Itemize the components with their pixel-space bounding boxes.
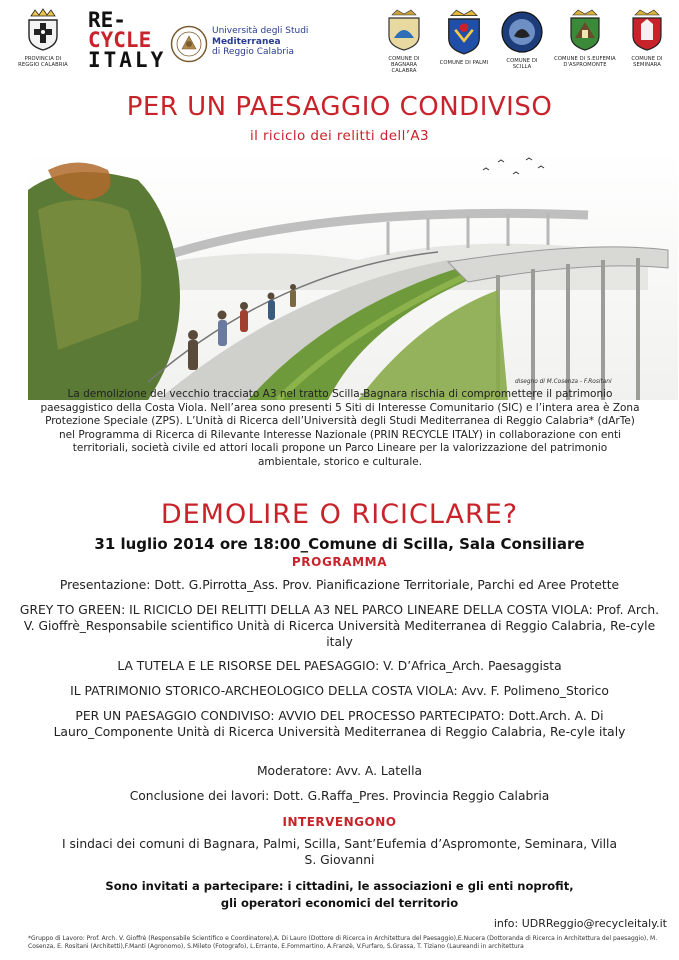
palmi-label: COMUNE DI PALMI [439, 60, 489, 66]
provincia-label: PROVINCIA DI REGGIO CALABRIA [18, 56, 68, 68]
seminara-crest-icon [627, 8, 667, 52]
program-item: Moderatore: Avv. A. Latella [256, 764, 423, 778]
bagnara-label: COMUNE DI BAGNARA CALABRA [388, 56, 420, 74]
page-subtitle: il riciclo dei relitti dell’A3 [249, 128, 430, 144]
scilla-label: COMUNE DI SCILLA [506, 58, 538, 70]
program-item: GREY TO GREEN: IL RICICLO DEI RELITTI DELLA A3 NEL PARCO LINEARE DELLA COSTA VIOLA: Prof. Arch. V. Gioffrè_Responsabile scientifico Unità di Ricerca Università Mediterranea di Reggio Calabria, Re-cyle italy [19, 603, 660, 649]
university-line3: di Reggio Calabria [212, 47, 294, 57]
scilla-crest-icon [500, 10, 544, 54]
program-item: Presentazione: Dott. G.Pirrotta_Ass. Prov. Pianificazione Territoriale, Parchi ed Aree Protette [59, 578, 620, 592]
headline: DEMOLIRE O RICICLARE? [160, 499, 519, 530]
invite-line2: gli operatori economici del territorio [220, 896, 459, 910]
university-line2: Mediterranea [212, 36, 281, 47]
program-item: IL PATRIMONIO STORICO-ARCHEOLOGICO DELLA COSTA VIOLA: Avv. F. Polimeno_Storico [70, 684, 609, 698]
program-item: PER UN PAESAGGIO CONDIVISO: AVVIO DEL PROCESSO PARTECIPATO: Dott.Arch. A. Di Lauro_Componente Unità di Ricerca Università Mediterranea di Reggio Calabria, Re-cyle italy [53, 709, 626, 739]
illustration-credit: disegno di M.Cosenza - F.Rositani [515, 379, 612, 385]
intervengono-heading: INTERVENGONO [282, 815, 397, 829]
info-email[interactable]: info: UDRReggio@recycleitaly.it [493, 917, 667, 930]
invite-line1: Sono invitati a partecipare: i cittadini, le associazioni e gli enti noprofit, [105, 879, 574, 893]
bagnara-crest-icon [384, 8, 424, 52]
comune-scilla [498, 10, 546, 70]
sant-eufemia-crest-icon [565, 8, 605, 52]
recycle-line2: CYCLE [88, 28, 152, 52]
comune-palmi [438, 8, 490, 66]
seminara-label: COMUNE DI SEMINARA [631, 56, 663, 68]
intro-paragraph: La demolizione del vecchio tracciato A3 nel tratto Scilla-Bagnara rischia di compromettere il patrimonio paesaggistico della Costa Viola. Nell’area sono presenti 5 Siti di Interesse Comunitario (SIC) e l’intera area è Zona Protezione Speciale (ZPS). L’Unità di Ricerca dell’Università degli Studi Mediterranea di Reggio Calabria* (dArTe) nel Programma di Ricerca di Rilevante Interesse Nazionale (PRIN RECYCLE ITALY) in collaborazione con enti territoriali, società civile ed attori locali propone un Parco Lineare per la valorizzazione del patrimonio ambientale, storico e culturale. [40, 388, 640, 468]
invite-text [0, 878, 679, 912]
comune-bagnara [380, 8, 428, 74]
sant-eufemia-label: COMUNE DI S.EUFEMIA D'ASPROMONTE [554, 56, 616, 68]
sindaci-text: I sindaci dei comuni di Bagnara, Palmi, Scilla, Sant’Eufemia d’Aspromonte, Seminara, Villa S. Giovanni [61, 837, 618, 867]
university-seal-icon [170, 25, 208, 63]
comune-sant-eufemia [552, 8, 618, 68]
comune-seminara [624, 8, 670, 68]
event-date: 31 luglio 2014 ore 18:00_Comune di Scilla, Sala Consiliare [94, 535, 585, 553]
viaduct-park-illustration [28, 150, 678, 400]
footnote: *Gruppo di Lavoro: Prof. Arch. V. Gioffrè (Responsabile Scientifico e Coordinatore),A. Di Lauro (Dottore di Ricerca in Architettura del Paesaggio),E.Nucera (Dottoranda di Ricerca in Architettura del paesaggio), M. Cosenza, E. Rositani (Architetti),F.Manti (Agronomo), S.Mileto (Fotografo), L.Errante, E.Fommartino, A.Franzè, V.Furfaro, S.Grassa, T. Tiziano (Laureandi in architettura [28, 935, 658, 950]
palmi-crest-icon [442, 8, 486, 56]
provincia-logo [18, 8, 68, 68]
program-item: Conclusione dei lavori: Dott. G.Raffa_Pres. Provincia Reggio Calabria [129, 789, 550, 803]
university-name [212, 26, 308, 58]
recycle-line3: ITALY [88, 48, 167, 72]
university-line1: Università degli Studi [212, 26, 309, 36]
program-item: LA TUTELA E LE RISORSE DEL PAESAGGIO: V. D’Africa_Arch. Paesaggista [117, 659, 562, 673]
provincia-crest-icon [23, 8, 63, 52]
recycle-line1: RE- [88, 8, 126, 32]
programma-heading: PROGRAMMA [291, 555, 388, 569]
recycle-italy-logo [88, 10, 166, 70]
page-title: PER UN PAESAGGIO CONDIVISO [126, 92, 553, 122]
